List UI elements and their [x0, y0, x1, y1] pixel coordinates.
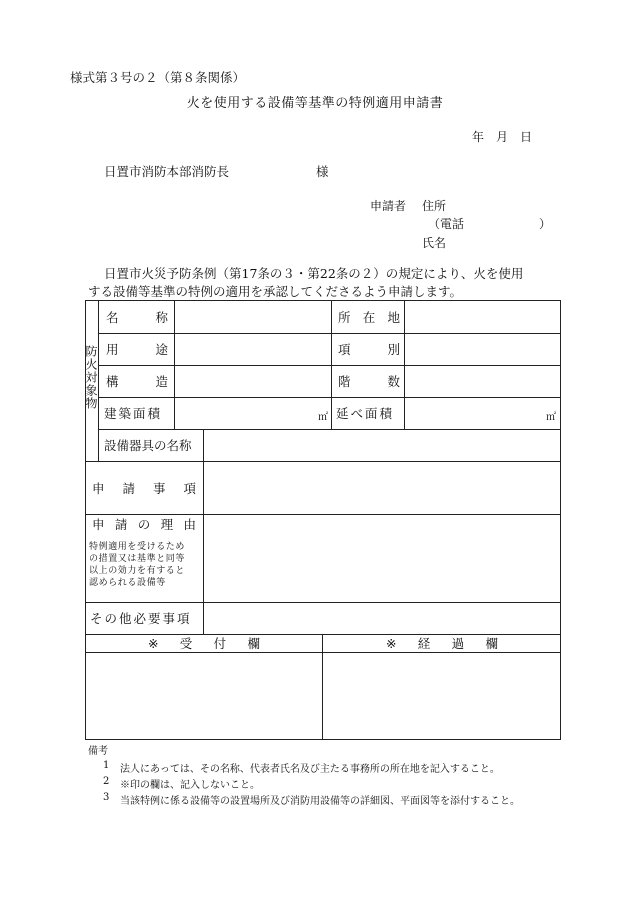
item-class-field-label: 項 別 [338, 342, 400, 357]
statement-line-2: する設備等基準の特例の適用を承認してくださるよう申請します。 [88, 284, 463, 299]
applicant-label: 申請者 [370, 199, 407, 213]
building-area-label: 建築面積 [104, 406, 163, 421]
reason-note: 特例適用を受けるため の措置又は基準と同等 以上の効力を有すると 認められる設備等 [89, 542, 186, 588]
reception-column-header: ※ 受 付 欄 [148, 635, 260, 651]
name-field-label: 名 称 [106, 309, 168, 325]
floor-area-unit: ㎡ [546, 412, 556, 423]
use-field-label: 用 途 [106, 342, 168, 357]
fire-protection-object-label: 防火対象物 [84, 345, 98, 410]
address-label: 住所 [422, 199, 447, 213]
honorific: 様 [316, 164, 329, 179]
application-items-label: 申 請 事 項 [92, 480, 196, 496]
application-statement [88, 265, 568, 301]
date-line: 年 月 日 [472, 130, 533, 144]
progress-column-header: ※ 経 過 欄 [386, 635, 498, 651]
floors-field-label: 階 数 [338, 374, 400, 389]
remark-number: 3 [103, 792, 110, 803]
addressee: 日置市消防本部消防長 [104, 164, 230, 179]
application-reason-label: 申 請 の 理 由 [92, 517, 196, 532]
remark-text: 法人にあっては、その名称、代表者氏名及び主たる事務所の所在地を記入すること。 [120, 764, 500, 775]
remarks-title: 備考 [88, 746, 108, 757]
phone-close-paren: ） [539, 217, 552, 231]
remark-text: 当該特例に係る設備等の設置場所及び消防用設備等の詳細図、平面図等を添付すること。 [120, 796, 520, 807]
structure-field-label: 構 造 [106, 374, 168, 389]
remark-number: 1 [103, 760, 110, 771]
col-divider [174, 300, 175, 429]
remark-text: ※印の欄は、記入しないこと。 [120, 780, 260, 791]
phone-label: （電話 [428, 217, 465, 231]
form-title: 火を使用する設備等基準の特例適用申請書 [186, 96, 444, 111]
col-divider [322, 634, 323, 740]
col-divider [203, 429, 204, 634]
name-label: 氏名 [422, 236, 447, 250]
remark-number: 2 [103, 776, 110, 787]
col-divider [98, 300, 99, 461]
row-divider [85, 652, 561, 653]
col-divider [331, 300, 332, 429]
statement-line-1: 日置市火災予防条例（第17条の３・第22条の２）の規定により、火を使用 [104, 266, 524, 281]
col-divider [404, 300, 405, 429]
location-field-label: 所 在 地 [338, 309, 400, 325]
building-area-unit: ㎡ [318, 412, 328, 423]
floor-area-label: 延べ面積 [336, 406, 395, 421]
form-number: 様式第３号の２（第８条関係） [70, 70, 246, 85]
other-items-label: その他必要事項 [90, 611, 192, 626]
equipment-name-label: 設備器具の名称 [104, 438, 192, 453]
